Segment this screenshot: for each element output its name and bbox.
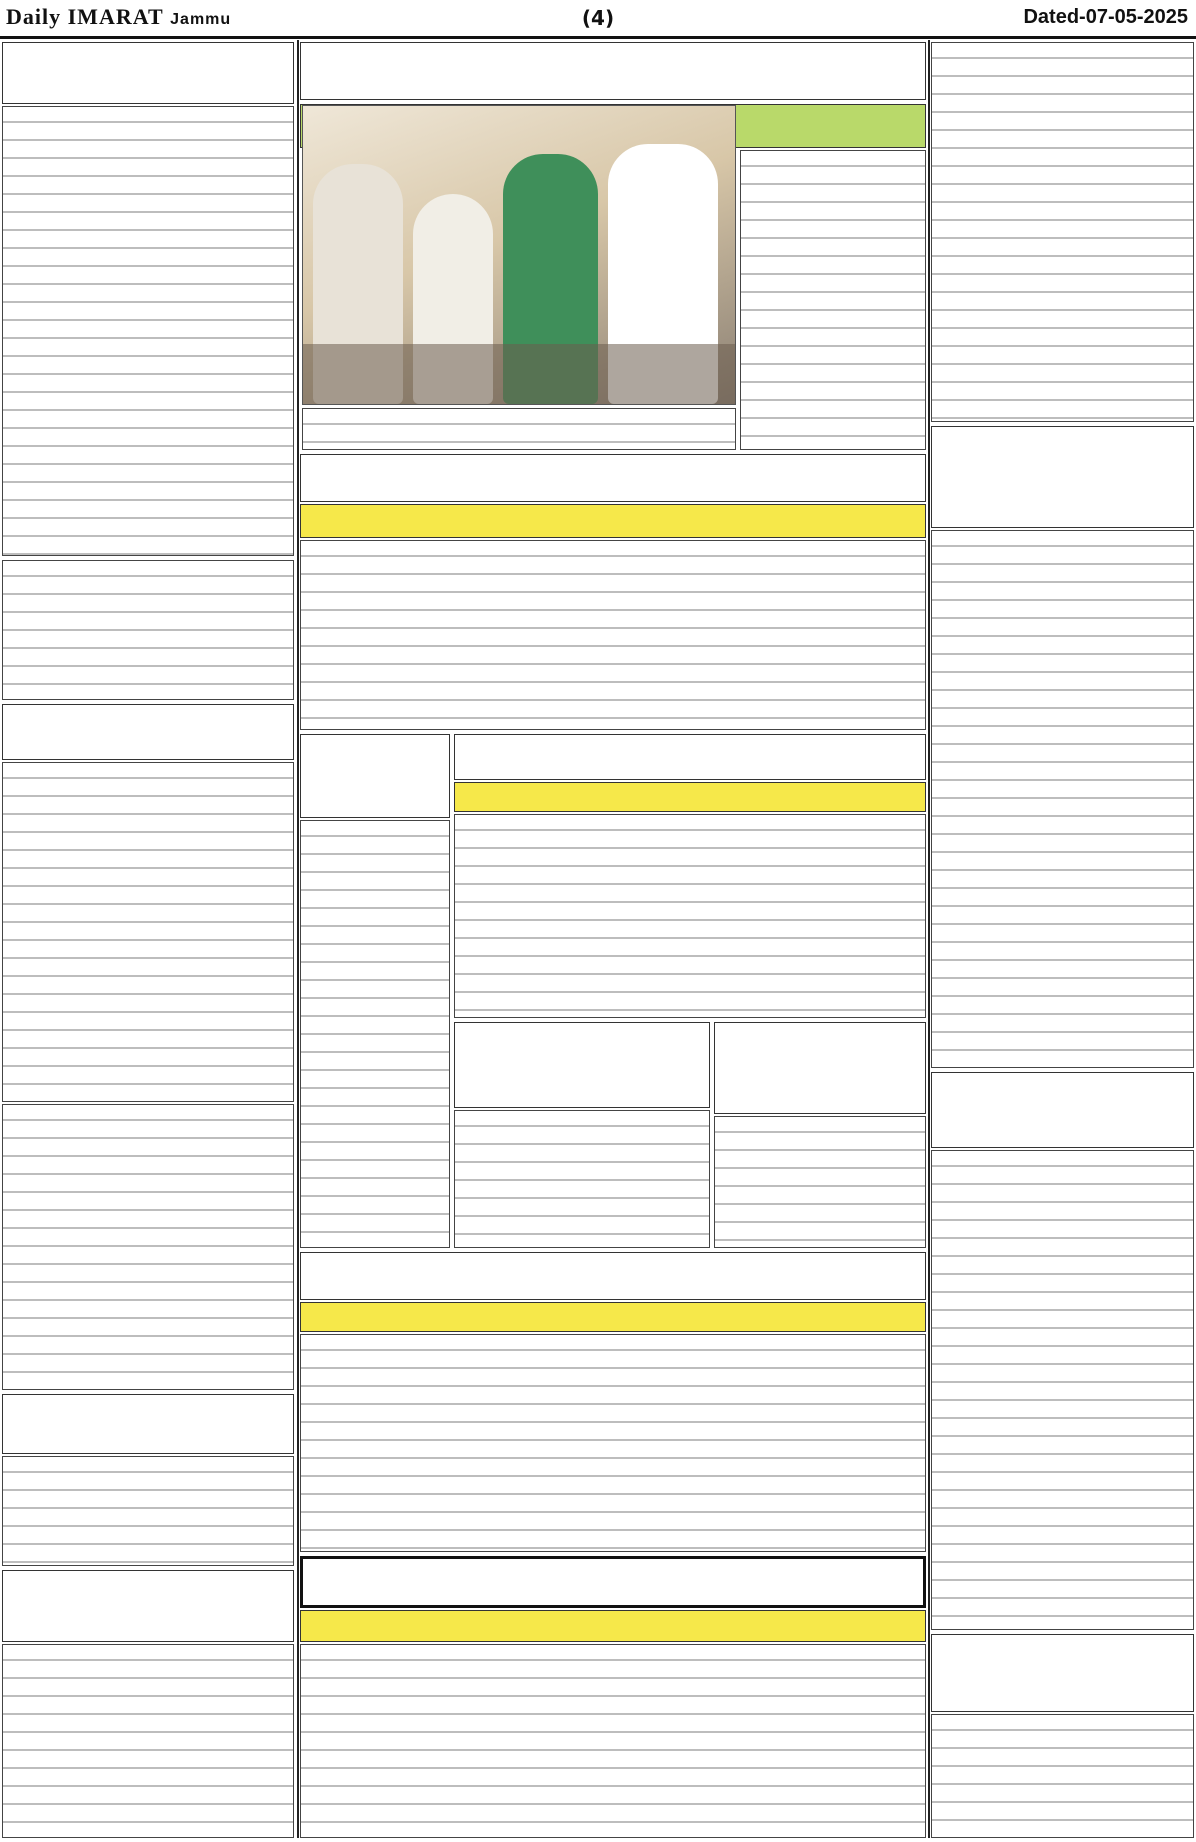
edition: Jammu [170, 11, 232, 28]
left-headline-5 [2, 1394, 294, 1454]
group-photo [302, 105, 736, 405]
seventh-headline [300, 1556, 926, 1608]
lead-headline [300, 42, 926, 100]
left-story-2 [2, 560, 294, 700]
right-headline-3 [931, 1072, 1194, 1148]
lead-story-body-right [740, 150, 926, 450]
side-headline [300, 734, 450, 818]
left-story-5 [2, 1456, 294, 1566]
lead-story-body-bottom [302, 408, 736, 450]
photo-foreground [303, 344, 735, 404]
sixth-story [300, 1334, 926, 1552]
third-headline [454, 734, 926, 780]
left-headline-3 [2, 704, 294, 760]
right-story-2 [931, 530, 1194, 1068]
right-headline-2 [931, 426, 1194, 528]
fourth-story [454, 1110, 710, 1248]
third-subheadline [454, 782, 926, 812]
fourth-headline [454, 1022, 710, 1108]
third-story [454, 814, 926, 1018]
right-headline-4 [931, 1634, 1194, 1712]
seventh-subheadline [300, 1610, 926, 1642]
column-rule [928, 40, 930, 1838]
page-number: (4) [581, 6, 615, 30]
left-headline-6 [2, 1570, 294, 1642]
second-headline [300, 454, 926, 502]
sixth-subheadline [300, 1302, 926, 1332]
fifth-headline [714, 1022, 926, 1114]
left-story-6 [2, 1644, 294, 1838]
column-rule [297, 40, 299, 1838]
sixth-headline [300, 1252, 926, 1300]
masthead [0, 0, 1196, 39]
seventh-story [300, 1644, 926, 1838]
left-story-1 [2, 106, 294, 556]
fifth-story [714, 1116, 926, 1248]
left-story-4 [2, 1104, 294, 1390]
right-story-1 [931, 42, 1194, 422]
issue-date: Dated-07-05-2025 [1023, 6, 1188, 28]
side-story [300, 820, 450, 1248]
second-story [300, 540, 926, 730]
second-subheadline [300, 504, 926, 538]
paper-name-text: Daily IMARAT [6, 4, 164, 29]
left-headline-1 [2, 42, 294, 104]
left-story-3 [2, 762, 294, 1102]
right-story-3 [931, 1150, 1194, 1630]
right-story-4 [931, 1714, 1194, 1838]
